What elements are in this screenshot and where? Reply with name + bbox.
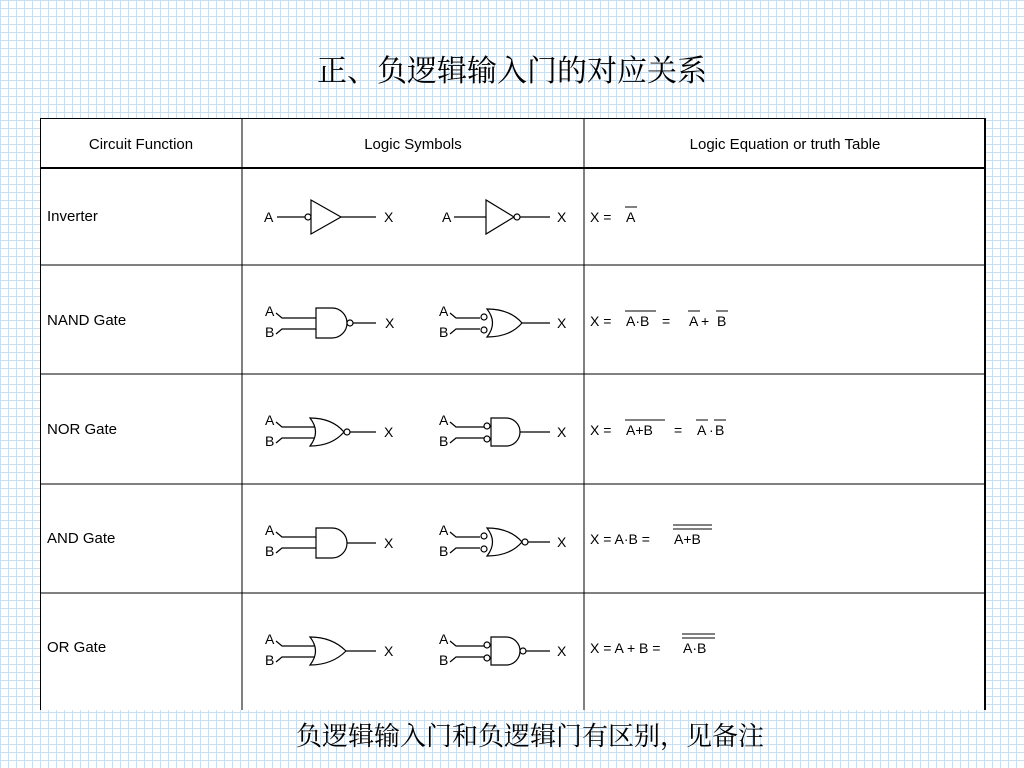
logic-gate-table — [40, 118, 986, 710]
output-x-label: X — [557, 209, 567, 225]
svg-text:A: A — [697, 422, 707, 438]
svg-text:A: A — [265, 412, 275, 428]
nand-symbol — [265, 303, 395, 340]
nor-symbol — [265, 412, 394, 449]
svg-text:B: B — [439, 324, 449, 340]
svg-text:B: B — [439, 543, 449, 559]
svg-text:X =: X = — [590, 313, 612, 329]
svg-text:A+B: A+B — [626, 422, 653, 438]
negative-or-symbol-nand — [439, 303, 567, 340]
nand-equation — [590, 311, 728, 329]
svg-text:A: A — [626, 209, 636, 225]
svg-text:A: A — [439, 303, 449, 319]
nor-equation — [590, 420, 726, 438]
svg-text:B: B — [439, 652, 449, 668]
inverter-symbol-bubble-input — [442, 200, 567, 234]
svg-text:X =: X = — [590, 422, 612, 438]
inverter-equation — [590, 207, 637, 225]
inverter-symbol-bubble-output — [264, 200, 394, 234]
header-logic-equation: Logic Equation or truth Table — [689, 136, 881, 153]
function-or-gate: OR Gate — [47, 639, 107, 656]
svg-text:B: B — [265, 433, 275, 449]
svg-text:A: A — [439, 631, 449, 647]
svg-text:X: X — [557, 643, 567, 659]
svg-text:A: A — [265, 303, 275, 319]
output-x-label: X — [384, 209, 394, 225]
function-inverter: Inverter — [47, 208, 98, 225]
svg-text:B: B — [439, 433, 449, 449]
svg-text:B: B — [265, 543, 275, 559]
svg-text:A: A — [689, 313, 699, 329]
table-svg — [40, 118, 986, 710]
svg-text:A: A — [439, 412, 449, 428]
function-nand-gate: NAND Gate — [47, 312, 127, 329]
svg-text:A: A — [439, 522, 449, 538]
header-circuit-function: Circuit Function — [88, 136, 194, 153]
svg-text:B: B — [265, 324, 275, 340]
svg-text:A: A — [265, 522, 275, 538]
svg-text:A: A — [265, 631, 275, 647]
header-logic-symbols: Logic Symbols — [364, 136, 462, 153]
and-equation — [590, 525, 712, 547]
and-symbol — [265, 522, 394, 559]
svg-text:X: X — [384, 424, 394, 440]
svg-text:X = A + B =: X = A + B = — [590, 640, 661, 656]
svg-text:+: + — [701, 313, 710, 329]
svg-text:X = A·B =: X = A·B = — [590, 531, 650, 547]
slide-footer-note: 负逻辑输入门和负逻辑门有区别，见备注 — [295, 722, 764, 752]
svg-text:=: = — [674, 422, 683, 438]
svg-text:X: X — [557, 315, 567, 331]
slide-title: 正、负逻辑输入门的对应关系 — [317, 54, 707, 89]
svg-text:=: = — [662, 313, 671, 329]
function-nor-gate: NOR Gate — [47, 421, 118, 438]
svg-text:X: X — [385, 315, 395, 331]
or-equation — [590, 634, 715, 656]
svg-text:A+B: A+B — [674, 531, 701, 547]
svg-text:A·B: A·B — [626, 313, 650, 329]
negative-nor-symbol-and — [439, 522, 567, 559]
svg-text:X: X — [557, 534, 567, 550]
svg-text:A·B: A·B — [683, 640, 707, 656]
negative-and-symbol-nor — [439, 412, 567, 449]
svg-text:X =: X = — [590, 209, 612, 225]
svg-text:X: X — [557, 424, 567, 440]
function-and-gate: AND Gate — [47, 530, 116, 547]
svg-text:B: B — [717, 313, 727, 329]
svg-text:B: B — [715, 422, 725, 438]
negative-nand-symbol-or — [439, 631, 567, 668]
input-a-label: A — [442, 209, 452, 225]
svg-text:X: X — [384, 643, 394, 659]
input-a-label: A — [264, 209, 274, 225]
svg-text:X: X — [384, 535, 394, 551]
svg-text:B: B — [265, 652, 275, 668]
or-symbol — [265, 631, 394, 668]
svg-text:·: · — [709, 422, 714, 438]
